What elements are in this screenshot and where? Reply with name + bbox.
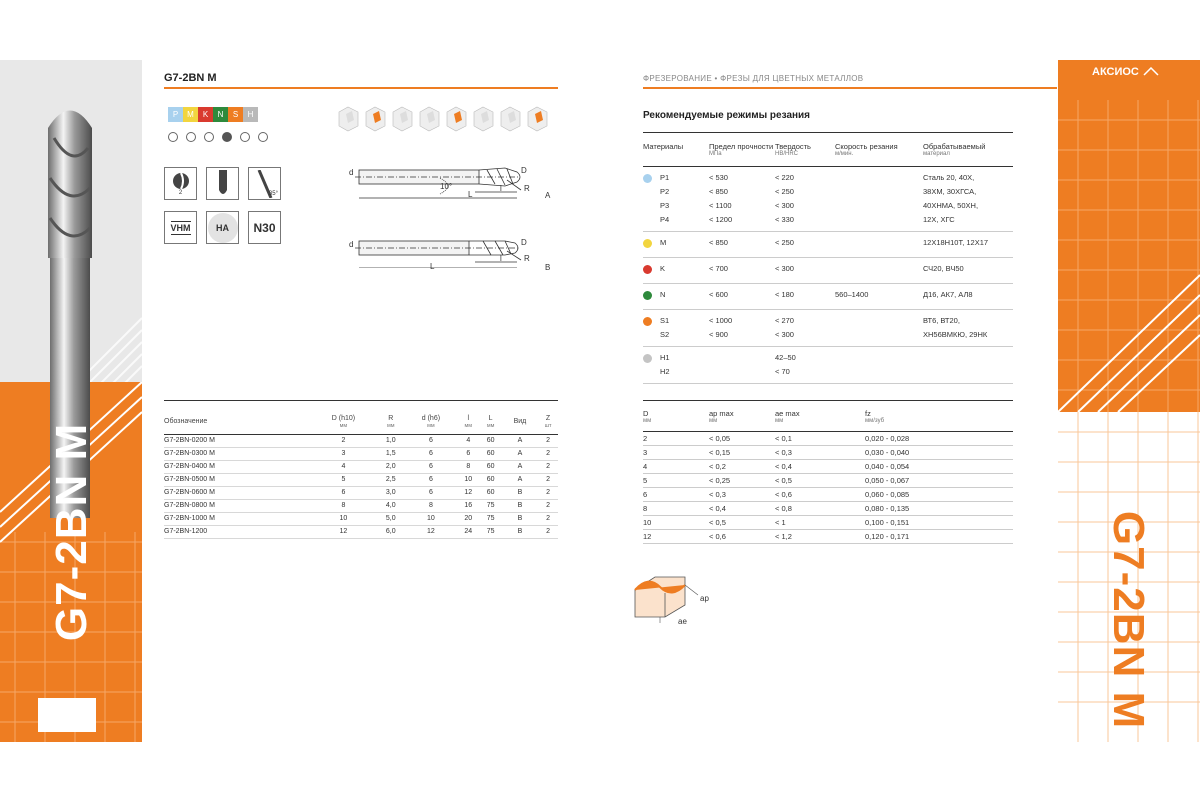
table-cell: 5,0: [377, 512, 405, 525]
page-title: G7-2BN M: [164, 72, 217, 84]
feed-table: [643, 400, 1013, 544]
table-cell: 6: [310, 486, 377, 499]
table-cell: 3: [643, 445, 709, 459]
feed-table-body: [643, 431, 1013, 543]
table-cell: 10: [643, 515, 709, 529]
table-cell: A: [502, 473, 538, 486]
table-cell: G7-2BN-1000 M: [164, 512, 310, 525]
material-dot-icon: [643, 354, 652, 363]
iso-circle-m: [186, 132, 196, 142]
material-speed: [835, 258, 923, 284]
table-cell: < 0,15: [709, 445, 775, 459]
material-group-row: [643, 167, 1013, 232]
drawing-a-l: l: [500, 184, 502, 193]
table-cell: 0,120 - 0,171: [865, 529, 1013, 543]
table-cell: B: [502, 525, 538, 538]
flutes-count: 2: [178, 189, 183, 196]
helix-angle-icon: [248, 167, 281, 200]
material-code-list: S1 S2: [660, 316, 670, 340]
material-examples: Сталь 20, 40Х, 38ХМ, 30ХГСА, 40ХНМА, 50ХН, 12Х, ХГС: [923, 167, 1013, 232]
materials-table-body: [643, 167, 1013, 384]
iso-group-m: M: [183, 107, 198, 122]
drawing-b-L: L: [430, 262, 435, 271]
product-col-unit: мм: [339, 423, 348, 430]
material-hardness: < 220 < 250 < 300 < 330: [775, 167, 835, 232]
right-side-band: [1058, 60, 1200, 742]
table-cell: 2: [538, 499, 558, 512]
table-row: [643, 501, 1013, 515]
materials-col-unit: HB/HRC: [775, 151, 799, 157]
table-cell: 0,080 - 0,135: [865, 501, 1013, 515]
section-subtitle: ФРЕЗЕРОВАНИЕ • ФРЕЗЫ ДЛЯ ЦВЕТНЫХ МЕТАЛЛОВ: [643, 74, 864, 83]
table-cell: 75: [479, 499, 501, 512]
table-cell: 60: [479, 460, 501, 473]
drawing-type-a: A: [545, 191, 551, 200]
material-hardness: 42–50 < 70: [775, 347, 835, 384]
table-cell: 10: [457, 473, 479, 486]
product-table: [164, 400, 558, 539]
material-examples: Д16, АК7, АЛ8: [923, 284, 1013, 310]
drawing-b-d: d: [349, 240, 354, 249]
operation-icon: [393, 107, 412, 131]
table-cell: 6: [405, 434, 457, 447]
materials-col-header: [709, 133, 775, 167]
material-icon: [164, 211, 197, 244]
material-group-row: [643, 347, 1013, 384]
feed-col-header: [775, 401, 865, 432]
materials-col-label: Скорость резания: [835, 142, 898, 151]
helix-angle-value: 35°: [268, 191, 278, 197]
drawing-b-D: D: [521, 238, 527, 247]
table-cell: G7-2BN-0600 M: [164, 486, 310, 499]
table-cell: 12: [405, 525, 457, 538]
table-cell: 2: [310, 434, 377, 447]
materials-col-unit: МПа: [709, 151, 722, 157]
material-strength: < 530 < 850 < 1100 < 1200: [709, 167, 775, 232]
operation-icon: [474, 107, 493, 131]
table-cell: 0,020 - 0,028: [865, 431, 1013, 445]
table-row: [164, 460, 558, 473]
table-row: [643, 459, 1013, 473]
iso-group-s: S: [228, 107, 243, 122]
table-cell: 10: [310, 512, 377, 525]
product-col-header: [502, 401, 538, 435]
table-row: [643, 487, 1013, 501]
table-cell: < 0,05: [709, 431, 775, 445]
material-code-list: P1 P2 P3 P4: [660, 173, 670, 225]
material-codes: [643, 347, 709, 384]
material-speed: 560–1400: [835, 284, 923, 310]
table-cell: G7-2BN-1200: [164, 525, 310, 538]
table-cell: 6: [405, 473, 457, 486]
drawing-a-d: d: [349, 168, 354, 177]
left-side-band: [0, 60, 142, 742]
material-speed: [835, 232, 923, 258]
table-row: [643, 529, 1013, 543]
feed-col-label: ap max: [709, 409, 734, 418]
table-cell: 5: [643, 473, 709, 487]
coating-circle: [208, 213, 238, 243]
operation-icon: [501, 107, 520, 131]
table-cell: G7-2BN-0500 M: [164, 473, 310, 486]
table-cell: < 0,8: [775, 501, 865, 515]
left-vertical-title: [22, 382, 122, 682]
product-col-label: D (h10): [331, 415, 356, 422]
table-row: [643, 515, 1013, 529]
table-cell: < 0,1: [775, 431, 865, 445]
material-codes: [643, 284, 709, 310]
materials-col-label: Предел прочности: [709, 142, 774, 151]
material-examples: 12Х18Н10Т, 12Х17: [923, 232, 1013, 258]
table-cell: 8: [643, 501, 709, 515]
table-row: [164, 499, 558, 512]
table-cell: 6: [405, 447, 457, 460]
material-speed: [835, 310, 923, 347]
table-cell: 75: [479, 525, 501, 538]
iso-circle-p: [168, 132, 178, 142]
product-table-header: [164, 401, 558, 435]
product-col-header: [538, 401, 558, 435]
material-code-list: M: [660, 238, 667, 248]
table-row: [164, 525, 558, 538]
drawing-a-D: D: [521, 166, 527, 175]
table-cell: A: [502, 434, 538, 447]
coating-icon: [206, 211, 239, 244]
material-dot-icon: [643, 317, 652, 326]
product-col-label: Вид: [513, 418, 527, 426]
table-cell: 5: [310, 473, 377, 486]
table-cell: 0,040 - 0,054: [865, 459, 1013, 473]
table-cell: 12: [643, 529, 709, 543]
table-cell: 60: [479, 486, 501, 499]
product-col-label: L: [488, 415, 493, 422]
product-col-unit: мм: [427, 423, 435, 430]
table-cell: 16: [457, 499, 479, 512]
feed-col-header: [643, 401, 709, 432]
product-col-label: l: [467, 415, 470, 422]
right-header-rule: [643, 87, 1057, 89]
feed-table-header: [643, 401, 1013, 432]
logo-mark-icon: [1143, 67, 1159, 77]
drawing-b-R: R: [524, 254, 530, 263]
flutes-icon: [164, 167, 197, 200]
table-cell: 24: [457, 525, 479, 538]
material-codes: [643, 258, 709, 284]
materials-table-header: [643, 133, 1013, 167]
right-band-orange: [1058, 60, 1200, 412]
left-vertical-title-text: G7-2BN M: [47, 422, 96, 642]
product-col-label: d (h6): [421, 415, 441, 422]
product-col-header: [310, 401, 377, 435]
right-vertical-title: [1078, 490, 1178, 742]
product-col-unit: мм: [486, 423, 495, 430]
material-hardness: < 180: [775, 284, 835, 310]
table-cell: 2: [538, 525, 558, 538]
material-examples: [923, 347, 1013, 384]
coating-label: HA: [216, 222, 229, 233]
table-cell: 1,5: [377, 447, 405, 460]
materials-col-header: [923, 133, 1013, 167]
feed-col-label: ae max: [775, 409, 800, 418]
brand-logo: [1092, 60, 1159, 84]
drawing-a-R: R: [524, 184, 530, 193]
table-cell: < 0,25: [709, 473, 775, 487]
ap-label: ap: [700, 594, 709, 603]
product-col-label: Z: [545, 415, 551, 422]
table-cell: 6,0: [377, 525, 405, 538]
operation-icon: [339, 107, 358, 131]
table-cell: 1,0: [377, 434, 405, 447]
two-flutes-icon: [172, 172, 190, 190]
drawing-b-l: l: [500, 254, 502, 263]
ball-nose-shape-icon: [216, 170, 230, 198]
material-speed: [835, 347, 923, 384]
table-cell: < 0,6: [709, 529, 775, 543]
table-row: [643, 431, 1013, 445]
table-cell: 6: [643, 487, 709, 501]
table-cell: 8: [405, 499, 457, 512]
material-code-list: K: [660, 264, 666, 274]
brand-logo-text: АКСИОС: [1092, 66, 1139, 78]
cutting-modes-title: Рекомендуемые режимы резания: [643, 110, 811, 121]
table-cell: 6: [405, 486, 457, 499]
table-cell: 10: [405, 512, 457, 525]
feed-col-unit: мм: [709, 418, 718, 425]
material-strength: < 850: [709, 232, 775, 258]
product-col-unit: мм: [464, 423, 473, 430]
table-cell: 60: [479, 434, 501, 447]
machining-operations-icons: [336, 104, 558, 132]
iso-circle-k: [204, 132, 214, 142]
product-col-unit: шт: [544, 423, 552, 430]
table-cell: 3,0: [377, 486, 405, 499]
table-cell: A: [502, 447, 538, 460]
drawing-type-b: B: [545, 263, 551, 272]
iso-group-h: H: [243, 107, 258, 122]
material-label: VHM: [170, 222, 191, 233]
materials-col-unit: м/мин.: [835, 151, 854, 157]
table-cell: B: [502, 499, 538, 512]
drawing-a-angle: 10°: [440, 182, 453, 191]
material-group-row: [643, 232, 1013, 258]
ball-nose-icon: [206, 167, 239, 200]
table-cell: 0,050 - 0,067: [865, 473, 1013, 487]
feed-col-label: fz: [865, 409, 871, 418]
operation-icon: [528, 107, 547, 131]
table-cell: 6: [405, 460, 457, 473]
materials-table: [643, 132, 1013, 384]
iso-group-p: P: [168, 107, 183, 122]
table-cell: 2,0: [377, 460, 405, 473]
table-cell: 2: [538, 473, 558, 486]
feed-col-header: [865, 401, 1013, 432]
material-examples: ВТ6, ВТ20, ХН56ВМКЮ, 29НК: [923, 310, 1013, 347]
iso-circle-h: [258, 132, 268, 142]
table-cell: G7-2BN-0400 M: [164, 460, 310, 473]
table-cell: 60: [479, 447, 501, 460]
table-cell: < 1: [775, 515, 865, 529]
table-cell: 4: [457, 434, 479, 447]
product-col-header: [405, 401, 457, 435]
left-white-box: [38, 698, 96, 732]
table-cell: 4: [643, 459, 709, 473]
operation-icon: [447, 107, 466, 131]
table-cell: 2: [538, 486, 558, 499]
operation-icon: [420, 107, 439, 131]
iso-applicability-circles: [168, 132, 268, 142]
feed-col-unit: мм: [643, 418, 652, 425]
iso-material-groups: [168, 107, 258, 122]
operation-icon: [366, 107, 385, 131]
materials-col-label: Твердость: [775, 142, 811, 151]
product-col-header: [164, 401, 310, 435]
table-cell: 20: [457, 512, 479, 525]
iso-group-k: K: [198, 107, 213, 122]
table-cell: < 0,5: [709, 515, 775, 529]
product-col-header: [479, 401, 501, 435]
table-cell: < 0,6: [775, 487, 865, 501]
left-header-rule: [164, 87, 558, 89]
table-cell: 60: [479, 473, 501, 486]
material-dot-icon: [643, 174, 652, 183]
table-cell: 2: [538, 434, 558, 447]
table-cell: 4: [310, 460, 377, 473]
material-code-list: H1 H2: [660, 353, 670, 377]
product-col-label: Обозначение: [164, 418, 208, 426]
product-col-unit: мм: [387, 423, 395, 430]
feed-col-label: D: [643, 409, 649, 418]
materials-col-header: [643, 133, 709, 167]
table-cell: 12: [310, 525, 377, 538]
table-row: [164, 447, 558, 460]
hardness-label: N30: [253, 220, 276, 235]
table-cell: 0,030 - 0,040: [865, 445, 1013, 459]
table-cell: 8: [310, 499, 377, 512]
feed-col-header: [709, 401, 775, 432]
table-cell: 2: [538, 512, 558, 525]
table-row: [164, 512, 558, 525]
table-row: [164, 473, 558, 486]
right-vertical-title-text: G7-2BN M: [1104, 510, 1153, 730]
table-row: [643, 473, 1013, 487]
material-speed: [835, 167, 923, 232]
ae-label: ae: [678, 617, 687, 626]
feed-col-unit: мм: [775, 418, 784, 425]
table-cell: 8: [457, 460, 479, 473]
material-strength: [709, 347, 775, 384]
material-hardness: < 250: [775, 232, 835, 258]
materials-col-header: [835, 133, 923, 167]
product-col-label: R: [388, 415, 394, 422]
material-codes: [643, 232, 709, 258]
hardness-icon: [248, 211, 281, 244]
material-codes: [643, 167, 709, 232]
table-cell: < 0,3: [709, 487, 775, 501]
material-group-row: [643, 258, 1013, 284]
iso-circle-s: [240, 132, 250, 142]
material-hardness: < 270 < 300: [775, 310, 835, 347]
product-table-body: [164, 434, 558, 538]
material-examples: СЧ20, ВЧ50: [923, 258, 1013, 284]
feed-col-unit: мм/зуб: [865, 418, 885, 425]
table-cell: B: [502, 512, 538, 525]
table-cell: 6: [457, 447, 479, 460]
materials-col-unit: материал: [923, 151, 950, 157]
table-cell: < 0,4: [709, 501, 775, 515]
product-col-header: [377, 401, 405, 435]
drawing-a-L: L: [468, 190, 473, 199]
table-row: [643, 445, 1013, 459]
table-cell: G7-2BN-0200 M: [164, 434, 310, 447]
ap-ae-diagram: [630, 565, 710, 625]
table-cell: 0,060 - 0,085: [865, 487, 1013, 501]
table-cell: 12: [457, 486, 479, 499]
material-code-list: N: [660, 290, 666, 300]
table-cell: 2: [538, 447, 558, 460]
table-cell: 0,100 - 0,151: [865, 515, 1013, 529]
iso-circle-n: [222, 132, 232, 142]
table-row: [164, 434, 558, 447]
table-cell: < 0,5: [775, 473, 865, 487]
table-cell: 3: [310, 447, 377, 460]
material-group-row: [643, 284, 1013, 310]
table-cell: < 1,2: [775, 529, 865, 543]
material-dot-icon: [643, 265, 652, 274]
material-strength: < 1000 < 900: [709, 310, 775, 347]
table-row: [164, 486, 558, 499]
material-codes: [643, 310, 709, 347]
table-cell: A: [502, 460, 538, 473]
table-cell: G7-2BN-0800 M: [164, 499, 310, 512]
iso-group-n: N: [213, 107, 228, 122]
table-cell: < 0,3: [775, 445, 865, 459]
table-cell: < 0,2: [709, 459, 775, 473]
table-cell: 2: [643, 431, 709, 445]
product-col-header: [457, 401, 479, 435]
material-dot-icon: [643, 291, 652, 300]
material-strength: < 700: [709, 258, 775, 284]
table-cell: 2,5: [377, 473, 405, 486]
right-grid-pattern: [1058, 60, 1200, 412]
materials-col-header: [775, 133, 835, 167]
material-dot-icon: [643, 239, 652, 248]
material-hardness: < 300: [775, 258, 835, 284]
table-cell: B: [502, 486, 538, 499]
material-group-row: [643, 310, 1013, 347]
table-cell: < 0,4: [775, 459, 865, 473]
table-cell: 75: [479, 512, 501, 525]
material-strength: < 600: [709, 284, 775, 310]
table-cell: G7-2BN-0300 M: [164, 447, 310, 460]
table-cell: 2: [538, 460, 558, 473]
materials-col-label: Обрабатываемый: [923, 142, 986, 151]
materials-col-label: Материалы: [643, 142, 684, 151]
table-cell: 4,0: [377, 499, 405, 512]
